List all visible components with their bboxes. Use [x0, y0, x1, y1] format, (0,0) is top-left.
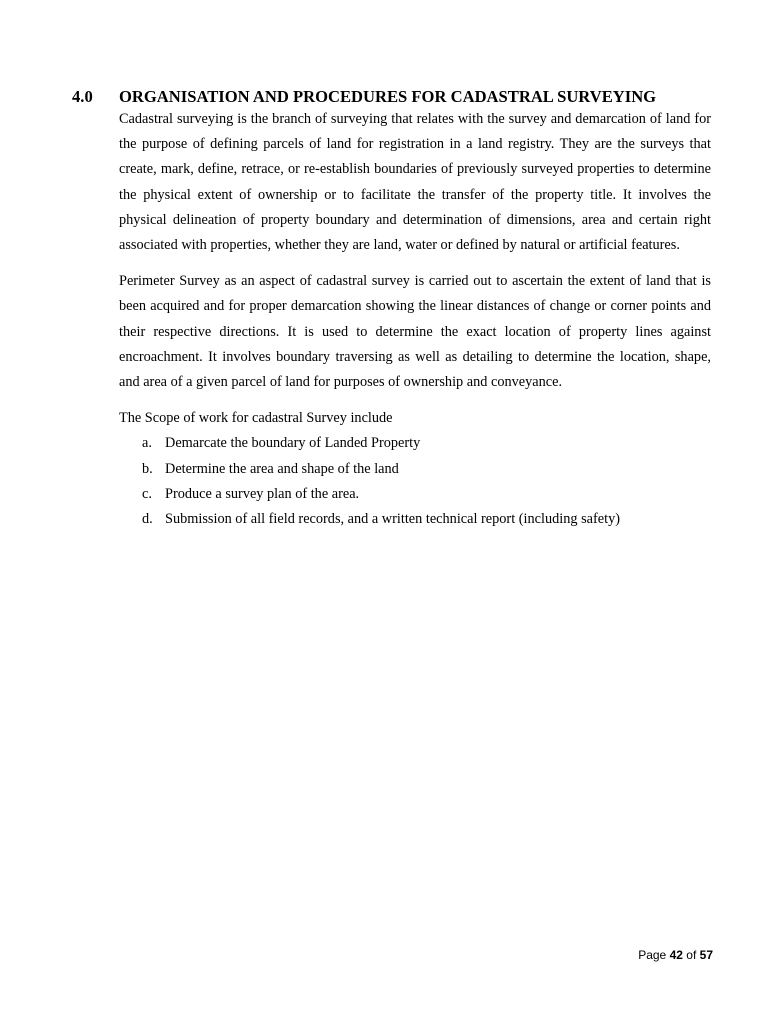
list-item-text: Produce a survey plan of the area.: [165, 485, 360, 502]
list-item-text: Determine the area and shape of the land: [165, 460, 399, 477]
list-item-text: Submission of all field records, and a written technical report (including safety): [165, 511, 620, 528]
section-title: ORGANISATION AND PROCEDURES FOR CADASTRAL SURVEYING: [119, 87, 657, 106]
section-number: 4.0: [72, 87, 93, 106]
list-item: [119, 482, 711, 507]
list-marker: d.: [142, 511, 153, 528]
list-marker: c.: [142, 485, 152, 502]
list-item: [119, 431, 711, 456]
list-item-text: Demarcate the boundary of Landed Property: [165, 435, 421, 452]
scope-list: [119, 431, 711, 532]
list-item: [119, 457, 711, 482]
list-marker: b.: [142, 460, 153, 477]
page-label: Page: [638, 948, 667, 962]
section-heading: [72, 86, 722, 108]
list-marker: a.: [142, 435, 152, 452]
total-page-count: 57: [699, 948, 713, 962]
list-item: [119, 507, 711, 532]
paragraph-cadastral-definition: Cadastral surveying is the branch of surveying that relates with the survey and demarcation of land for the purpose of defining parcels of land for registration in a land registry. They are the surveys that create, mark, define, retrace, or re-establish boundaries of previously surveyed properties to determine the physical extent of ownership or to facilitate the transfer of the property title. It involves the physical delineation of property boundary and determination of dimensions, area and certain right associated with properties, whether they are land, water or defined by natural or artificial features.: [119, 111, 711, 254]
scope-intro: The Scope of work for cadastral Survey include: [119, 410, 393, 427]
page-number-footer: [600, 946, 713, 964]
section-body: [119, 107, 711, 532]
page-of-label: of: [686, 948, 697, 962]
current-page-number: 42: [669, 948, 683, 962]
paragraph-perimeter-survey: Perimeter Survey as an aspect of cadastral survey is carried out to ascertain the extent of land that is been acquired and for proper demarcation showing the linear distances of change or corner points and their respective directions. It is used to determine the exact location of property lines against encroachment. It involves boundary traversing as well as detailing to determine the location, shape, and area of a given parcel of land for purposes of ownership and conveyance.: [119, 273, 711, 391]
